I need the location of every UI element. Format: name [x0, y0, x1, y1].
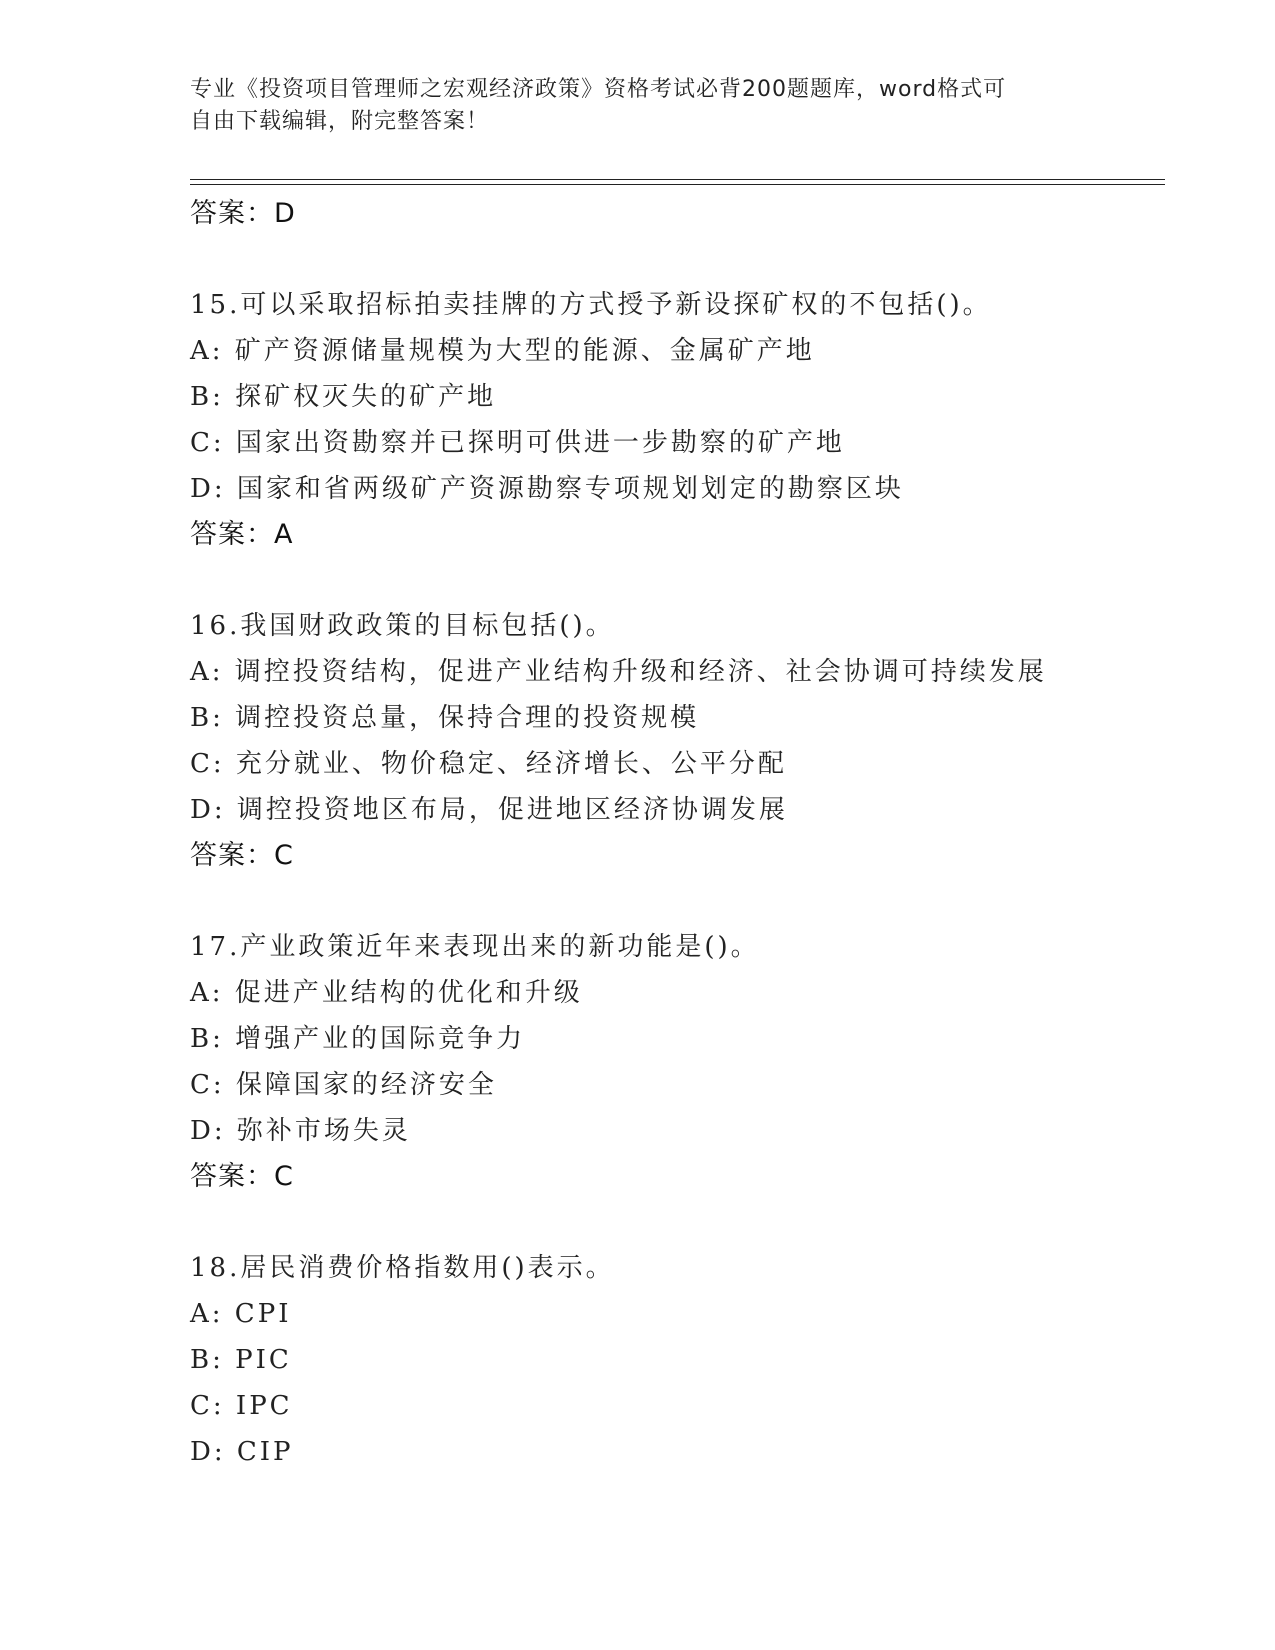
option-a: A: CPI — [190, 1299, 292, 1329]
option-a: A: 调控投资结构，促进产业结构升级和经济、社会协调可持续发展 — [190, 657, 1047, 687]
question-list — [190, 191, 1150, 1475]
question-block — [190, 924, 1150, 1200]
option-c: C: 充分就业、物价稳定、经济增长、公平分配 — [190, 749, 787, 779]
document-header: 专业《投资项目管理师之宏观经济政策》资格考试必背200题题库，word格式可 自由下载编辑，附完整答案！ — [190, 77, 1007, 134]
option-c: C: 保障国家的经济安全 — [190, 1070, 497, 1100]
question-stem: 18.居民消费价格指数用()表示。 — [190, 1253, 615, 1283]
option-b: B: 探矿权灭失的矿产地 — [190, 382, 497, 412]
header-divider-bottom — [190, 184, 1165, 185]
question-block — [190, 1245, 1150, 1475]
question-stem: 15.可以采取招标拍卖挂牌的方式授予新设探矿权的不包括()。 — [190, 290, 992, 320]
answer-line: 答案：C — [190, 1161, 294, 1192]
option-d: D: 调控投资地区布局，促进地区经济协调发展 — [190, 795, 788, 825]
option-c: C: 国家出资勘察并已探明可供进一步勘察的矿产地 — [190, 428, 845, 458]
option-a: A: 矿产资源储量规模为大型的能源、金属矿产地 — [190, 336, 815, 366]
header-divider-top — [190, 179, 1165, 180]
answer-line: 答案：D — [190, 198, 296, 229]
option-a: A: 促进产业结构的优化和升级 — [190, 978, 583, 1008]
option-d: D: 弥补市场失灵 — [190, 1116, 411, 1146]
question-block — [190, 282, 1150, 558]
option-c: C: IPC — [190, 1391, 293, 1421]
question-block — [190, 603, 1150, 879]
option-b: B: 增强产业的国际竞争力 — [190, 1024, 526, 1054]
answer-line: 答案：C — [190, 840, 294, 871]
answer-line: 答案：A — [190, 519, 294, 550]
option-d: D: 国家和省两级矿产资源勘察专项规划划定的勘察区块 — [190, 474, 904, 504]
question-stem: 16.我国财政政策的目标包括()。 — [190, 611, 615, 641]
option-b: B: 调控投资总量，保持合理的投资规模 — [190, 703, 700, 733]
option-d: D: CIP — [190, 1437, 294, 1467]
option-b: B: PIC — [190, 1345, 292, 1375]
question-stem: 17.产业政策近年来表现出来的新功能是()。 — [190, 932, 760, 962]
